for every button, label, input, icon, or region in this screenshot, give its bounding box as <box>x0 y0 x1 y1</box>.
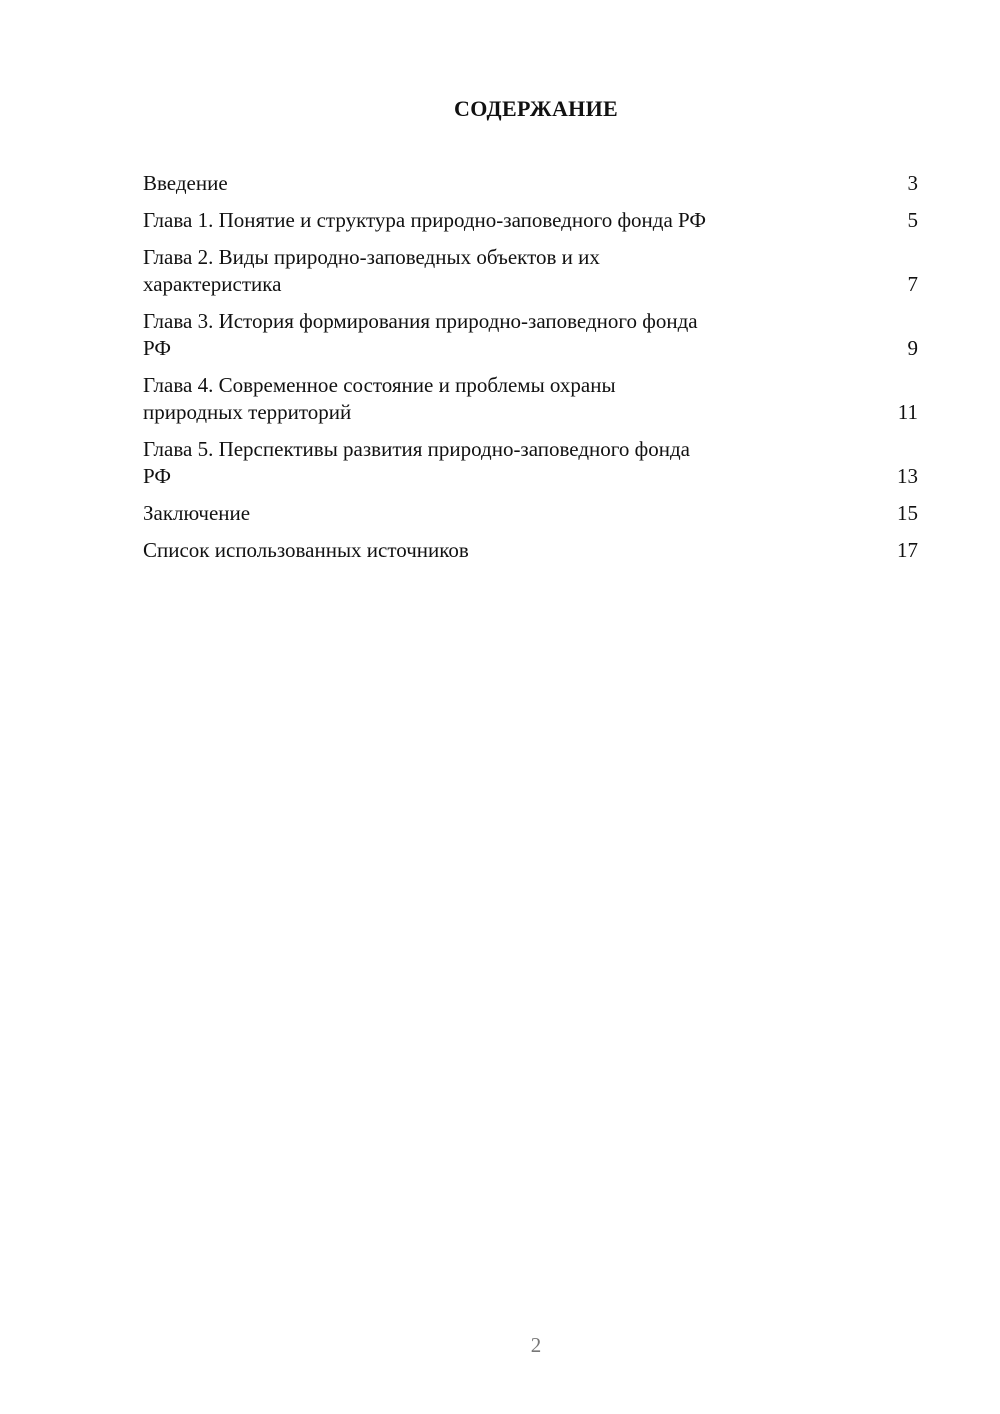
toc-entry-conclusion[interactable] <box>143 500 918 527</box>
toc-entry-chapter-3[interactable] <box>143 308 918 362</box>
toc-entry-line: Глава 2. Виды природно-заповедных объектов и их <box>143 245 600 269</box>
toc-page-number: 9 <box>907 336 918 360</box>
toc-entry-title <box>143 244 833 298</box>
toc-entry-chapter-2[interactable] <box>143 244 918 298</box>
toc-page-number: 13 <box>897 464 918 488</box>
toc-entry-line: природных территорий <box>143 400 352 424</box>
toc-entry-line: характеристика <box>143 272 282 296</box>
toc-page-number: 11 <box>897 400 918 424</box>
toc-entry-title <box>143 372 833 426</box>
toc-entry-line: Введение <box>143 171 228 195</box>
toc-entry-title <box>143 500 833 527</box>
toc-entry-title <box>143 207 863 234</box>
toc-entry-chapter-1[interactable] <box>143 207 918 234</box>
toc-entry-line: Глава 5. Перспективы развития природно-заповедного фонда <box>143 437 690 461</box>
toc-page-number: 5 <box>907 208 918 232</box>
page-title: СОДЕРЖАНИЕ <box>454 96 618 121</box>
table-of-contents <box>143 170 918 574</box>
toc-entry-introduction[interactable] <box>143 170 918 197</box>
toc-entry-title <box>143 170 833 197</box>
toc-entry-title <box>143 537 833 564</box>
toc-entry-title <box>143 308 833 362</box>
toc-entry-line: РФ <box>143 336 171 360</box>
toc-entry-chapter-4[interactable] <box>143 372 918 426</box>
toc-entry-line: Глава 1. Понятие и структура природно-заповедного фонда РФ <box>143 208 706 232</box>
toc-page-number: 3 <box>907 171 918 195</box>
toc-entry-line: Глава 4. Современное состояние и проблемы охраны <box>143 373 616 397</box>
page-number: 2 <box>530 1333 542 1357</box>
toc-entry-line: Глава 3. История формирования природно-заповедного фонда <box>143 309 698 333</box>
toc-entry-line: РФ <box>143 464 171 488</box>
toc-entry-title <box>143 436 833 490</box>
toc-entry-line: Список использованных источников <box>143 538 469 562</box>
toc-entry-chapter-5[interactable] <box>143 436 918 490</box>
toc-entry-references[interactable] <box>143 537 918 564</box>
toc-page-number: 17 <box>897 538 918 562</box>
toc-page-number: 15 <box>897 501 918 525</box>
toc-entry-line: Заключение <box>143 501 251 525</box>
toc-page-number: 7 <box>907 272 918 296</box>
